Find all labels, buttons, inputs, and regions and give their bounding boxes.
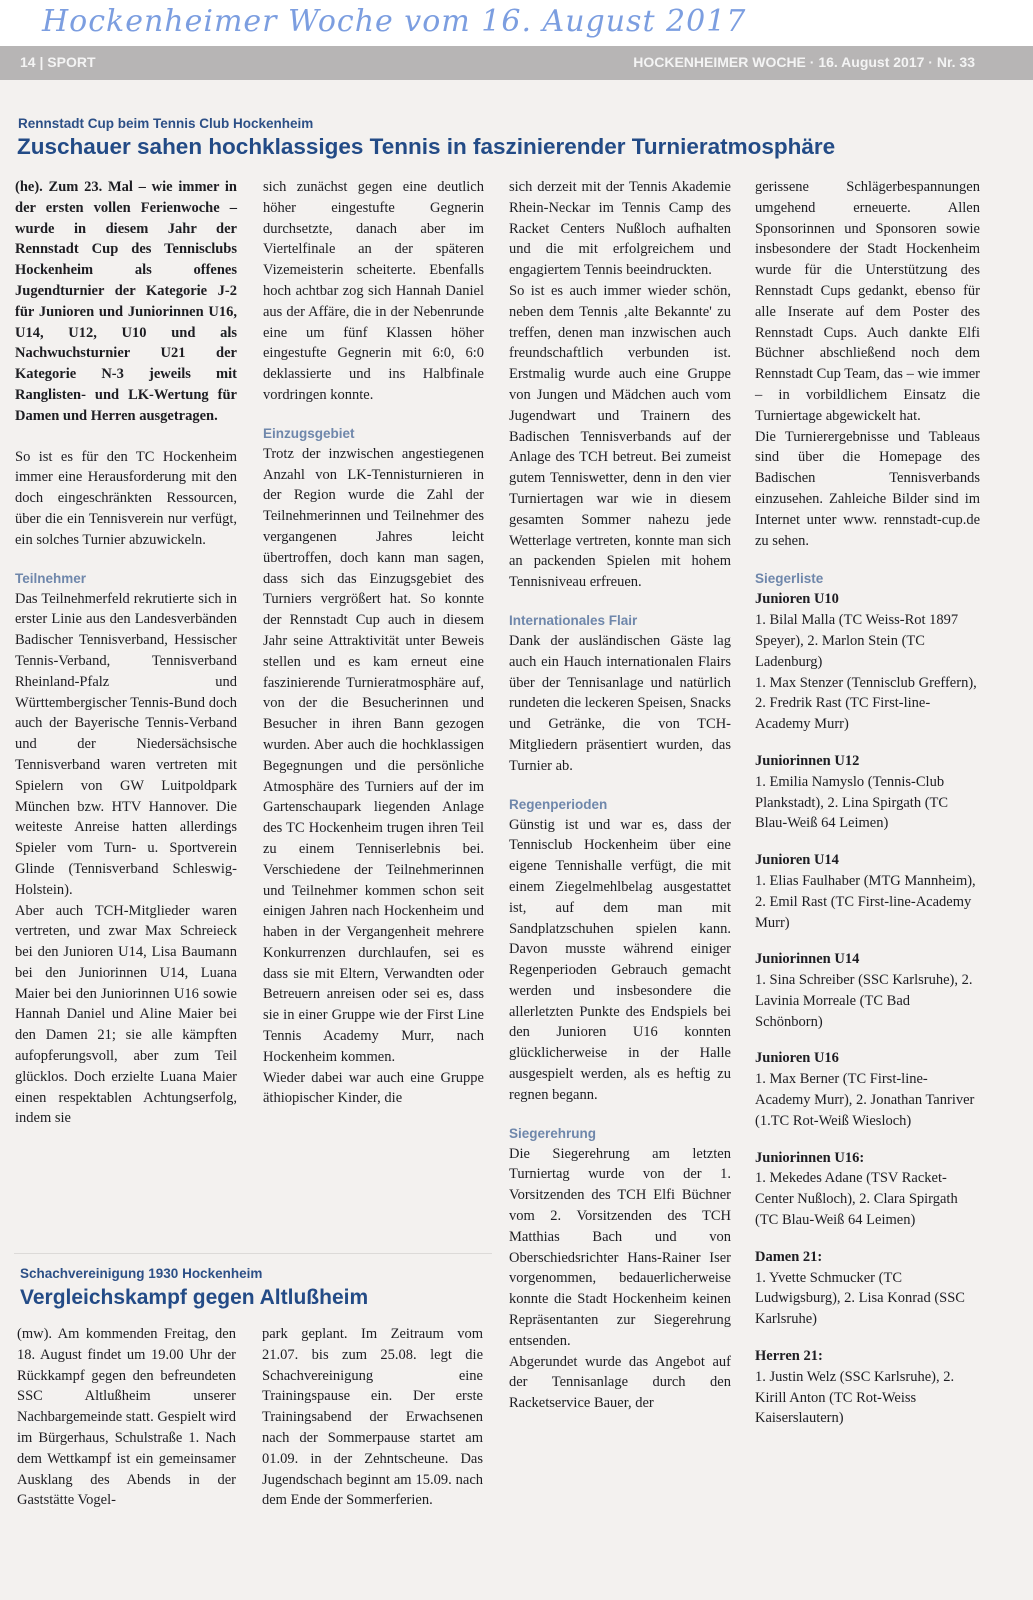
paragraph: Trotz der inzwischen angestiegenen Anzahl von LK-Tennisturnieren in der Region wurde die Zahl der Teilnehmerinnen und Teilnehmer des vergangenen Jahres leicht übertroffen, doch kann man sagen, dass sich das Einzugsgebiet des Turniers vergrößert hat. So konnte der Rennstadt Cup auch in diesem Jahr seine Attraktivität unter Beweis stellen und es kam erneut eine faszinierende Turnieratmosphäre auf, von der die Besucherinnen und Besucher in ihren Bann gezogen wurden. Aber auch die hochklassigen Begegnungen und die persönliche Atmosphäre des Turniers auf der im Gartenschaupark liegenden Anlage des TC Hockenheim trugen ihren Teil zu einem Tenniserlebnis bei. Verschiedene der Teilnehmerinnen und Teilnehmer kommen schon seit einigen Jahren nach Hockenheim und haben in der Vergangenheit mehrere Konkurrenzen durchlaufen, sei es dass sie mit Eltern, Verwandten oder Betreuern anreisen oder sei es, dass sie in einer Gruppe wie der First Line Tennis Academy Murr, nach Hockenheim kommen. (263, 445, 484, 1065)
article2-headline: Vergleichskampf gegen Altlußheim (20, 1286, 369, 1309)
article1-column-3 (509, 177, 731, 1414)
winner-group-title: Junioren U10 (755, 591, 839, 608)
paragraph: sich derzeit mit der Tennis Akademie Rhein-Neckar im Tennis Camp des Racket Centers Nußloch aufhalten und die mit erfolgreichem und engagiertem Tennis beeindruckten. (509, 179, 731, 279)
paragraph: (mw). Am kommenden Freitag, den 18. August findet um 19.00 Uhr der Rückkampf gegen den befreundeten SSC Altlußheim unserer Nachbargemeinde statt. Gespielt wird im Bürgerhaus, Schulstraße 1. Nach dem Wettkampf ist ein gemeinsamer Ausklang des Abends in der Gaststätte Vogel- (17, 1326, 236, 1509)
paragraph: Die Turnierergebnisse und Tableaus sind über die Homepage des Badischen Tennisverbands einzusehen. Zahleiche Bilder sind im Internet unter www. rennstadt-cup.de zu sehen. (755, 428, 980, 549)
article1-headline: Zuschauer sahen hochklassiges Tennis in faszinierender Turnieratmosphäre (17, 134, 836, 159)
winner-line: 1. Elias Faulhaber (MTG Mannheim), 2. Emil Rast (TC First-line-Academy Murr) (755, 872, 976, 931)
paragraph: Günstig ist und war es, dass der Tennisclub Hockenheim über eine eigene Tennishalle verfügt, die mit einem Ziegelmehlbelag ausgestattet ist, auf dem man mit Sandplatzschuhen spielen kann. Davon musste während einiger Regenperioden Gebrauch gemacht werden und insbesondere die allerletzten Punkte des Endspiels bei den Junioren U16 konnten glücklicherweise in der Halle ausgespielt werden, als es heftig zu regnen begann. (509, 816, 731, 1103)
paragraph: Aber auch TCH-Mitglieder waren vertreten, und zwar Max Schreieck bei den Junioren U14, Lisa Baumann bei den Juniorinnen U14, Luana Maier bei den Juniorinnen U16 sowie Hannah Daniel und Aline Maier bei den Damen 21; sie alle kämpften aufopferungsvoll, aber zum Teil glücklos. Doch erzielte Luana Maier einen respektablen Achtungserfolg, indem sie (15, 902, 237, 1127)
article1-kicker: Rennstadt Cup beim Tennis Club Hockenheim (18, 116, 314, 131)
article2-kicker: Schachvereinigung 1930 Hockenheim (20, 1266, 263, 1281)
winner-group-title: Junioren U16 (755, 1050, 839, 1067)
winner-line: 1. Max Stenzer (Tennisclub Greffern), 2. Fredrik Rast (TC First-line-Academy Murr) (755, 674, 977, 733)
subheading-regenperioden: Regenperioden (509, 796, 608, 812)
paragraph: So ist es auch immer wieder schön, neben dem Tennis ‚alte Bekannte' zu treffen, denen man inzwischen auch freundschaftlich verbunden ist. Erstmalig wurde auch eine Gruppe von Jungen und Mädchen auch vom Jugendwart und Trainern des Badischen Tennisverbands auf der Anlage des TCH betreut. Bei zumeist gutem Tenniswetter, denn in den vier Turniertagen war wie in diesem gesamten Sommer nahezu jede Wetterlage vertreten, konnte man sich an packenden Spielen mit hohem Tennisniveau erfreuen. (509, 282, 731, 591)
winner-line: 1. Mekedes Adane (TSV Racket-Center Nußloch), 2. Clara Spirgath (TC Blau-Weiß 64 Leimen) (755, 1170, 958, 1229)
subheading-internationales-flair: Internationales Flair (509, 612, 638, 628)
winner-line: 1. Yvette Schmucker (TC Ludwigsburg), 2. Lisa Konrad (SSC Karlsruhe) (755, 1269, 965, 1328)
winner-group-title: Junioren U14 (755, 852, 839, 869)
article1-lead: (he). Zum 23. Mal – wie immer in der ersten vollen Ferienwoche – wurde in diesem Jahr der Rennstadt Cup des Tennisclubs Hockenheim als offenes Jugendturnier der Kategorie J-2 für Junioren und Juniorinnen U16, U14, U12, U10 und als Nachwuchsturnier U21 der Kategorie N-3 jeweils mit Ranglisten- und LK-Wertung für Damen und Herren ausgetragen. (15, 179, 237, 424)
paragraph: Wieder dabei war auch eine Gruppe äthiopischer Kinder, die (263, 1069, 484, 1107)
article1-column-1 (15, 177, 237, 1129)
subheading-siegerliste: Siegerliste (755, 571, 824, 587)
winner-group-title: Juniorinnen U14 (755, 951, 860, 968)
paragraph: sich zunächst gegen eine deutlich höher eingestufte Gegnerin durchsetzte, danach aber im Viertelfinale an der späteren Vizemeisterin scheiterte. Ebenfalls hoch achtbar zog sich Hannah Daniel aus der Affäre, die in der Nebenrunde eine um fünf Klassen höher eingestufte Gegnerin mit 6:0, 6:0 deklassierte und ins Halbfinale vordringen konnte. (263, 179, 484, 403)
subheading-siegerehrung: Siegerehrung (509, 1125, 597, 1141)
paragraph: Die Siegerehrung am letzten Turniertag wurde von der 1. Vorsitzenden des TCH Elfi Büchner vom 2. Vorsitzenden des TCH Matthias Bach und von Oberschiedsrichter Hans-Rainer Iser vorgenommen, bedauerlicherweise konnte die Stadt Hockenheim keinen Repräsentanten zur Siegerehrung entsenden. (509, 1145, 731, 1349)
subheading-teilnehmer: Teilnehmer (15, 570, 87, 586)
winner-group-title: Juniorinnen U16: (755, 1149, 865, 1166)
winner-line: 1. Max Berner (TC First-line-Academy Murr), 2. Jonathan Tanriver (1.TC Rot-Weiß Wiesloch) (755, 1071, 975, 1129)
winner-line: 1. Bilal Malla (TC Weiss-Rot 1897 Speyer), 2. Marlon Stein (TC Ladenburg) (755, 612, 959, 670)
newspaper-page (0, 46, 1033, 1600)
header-band (0, 46, 1033, 80)
handwritten-title: Hockenheimer Woche vom 16. August 2017 (42, 4, 747, 39)
paragraph: gerissene Schlägerbespannungen umgehend erneuerte. Allen Sponsorinnen und Sponsoren sowie insbesondere der Stadt Hockenheim wurde für die Unterstützung des Rennstadt Cups gedankt, ebenso für alle Inserate auf dem Poster des Rennstadt Cups. Auch dankte Elfi Büchner abschließend noch dem Rennstadt Cup Team, das – wie immer – in vorbildlichem Einsatz die Turniertage abgewickelt hat. (755, 179, 980, 424)
article-divider (14, 1253, 492, 1254)
subheading-einzugsgebiet: Einzugsgebiet (263, 425, 355, 441)
section-label: 14 | SPORT (20, 54, 96, 70)
winner-group-title: Juniorinnen U12 (755, 752, 860, 769)
article1-column-2 (263, 177, 484, 1109)
paragraph: Abgerundet wurde das Angebot auf der Tennisanlage durch den Racketservice Bauer, der (509, 1353, 731, 1412)
winner-line: 1. Justin Welz (SSC Karlsruhe), 2. Kirill Anton (TC Rot-Weiss Kaiserslautern) (755, 1368, 955, 1427)
article2-column-1 (17, 1324, 236, 1511)
masthead: HOCKENHEIMER WOCHE · 16. August 2017 · Nr. 33 (633, 54, 975, 70)
winner-group-title: Herren 21: (755, 1348, 823, 1365)
winner-line: 1. Sina Schreiber (SSC Karlsruhe), 2. Lavinia Morreale (TC Bad Schönborn) (755, 972, 973, 1030)
article1-column-4 (755, 177, 980, 1429)
winner-line: 1. Emilia Namyslo (Tennis-Club Plankstadt), 2. Lina Spirgath (TC Blau-Weiß 64 Leimen) (755, 773, 949, 832)
paragraph: So ist es für den TC Hockenheim immer eine Herausforderung mit den doch eingeschränkten Ressourcen, über die ein Tennisverein nur verfügt, ein solches Turnier abzuwickeln. (15, 448, 237, 548)
article2-column-2 (262, 1324, 483, 1511)
paragraph: park geplant. Im Zeitraum vom 21.07. bis zum 25.08. legt die Schachvereinigung eine Trainingspause ein. Der erste Trainingsabend der Erwachsenen nach der Sommerpause startet am 01.09. in der Zehntscheune. Das Jugendschach beginnt am 15.09. nach dem Ende der Sommerferien. (262, 1326, 483, 1509)
paragraph: Das Teilnehmerfeld rekrutierte sich in erster Linie aus den Landesverbänden Badischer Tennisverband, Hessischer Tennis-Verband, Tennisverband Rheinland-Pfalz und Württembergischer Tennis-Bund doch auch der Bayerische Tennis-Verband und der Niedersächsische Tennisverband waren vertreten mit Spielern von GW Luitpoldpark München bzw. HTV Hannover. Die weiteste Anreise hatten allerdings Spieler vom Turn- u. Sportverein Glinde (Tennisverband Schleswig-Holstein). (15, 590, 237, 898)
paragraph: Dank der ausländischen Gäste lag auch ein Hauch internationalen Flairs über der Tennisanlage und natürlich rundeten die leckeren Speisen, Snacks und Getränke, die von TCH-Mitgliedern präsentiert wurden, das Turnier ab. (509, 632, 731, 774)
winner-group-title: Damen 21: (755, 1248, 823, 1265)
